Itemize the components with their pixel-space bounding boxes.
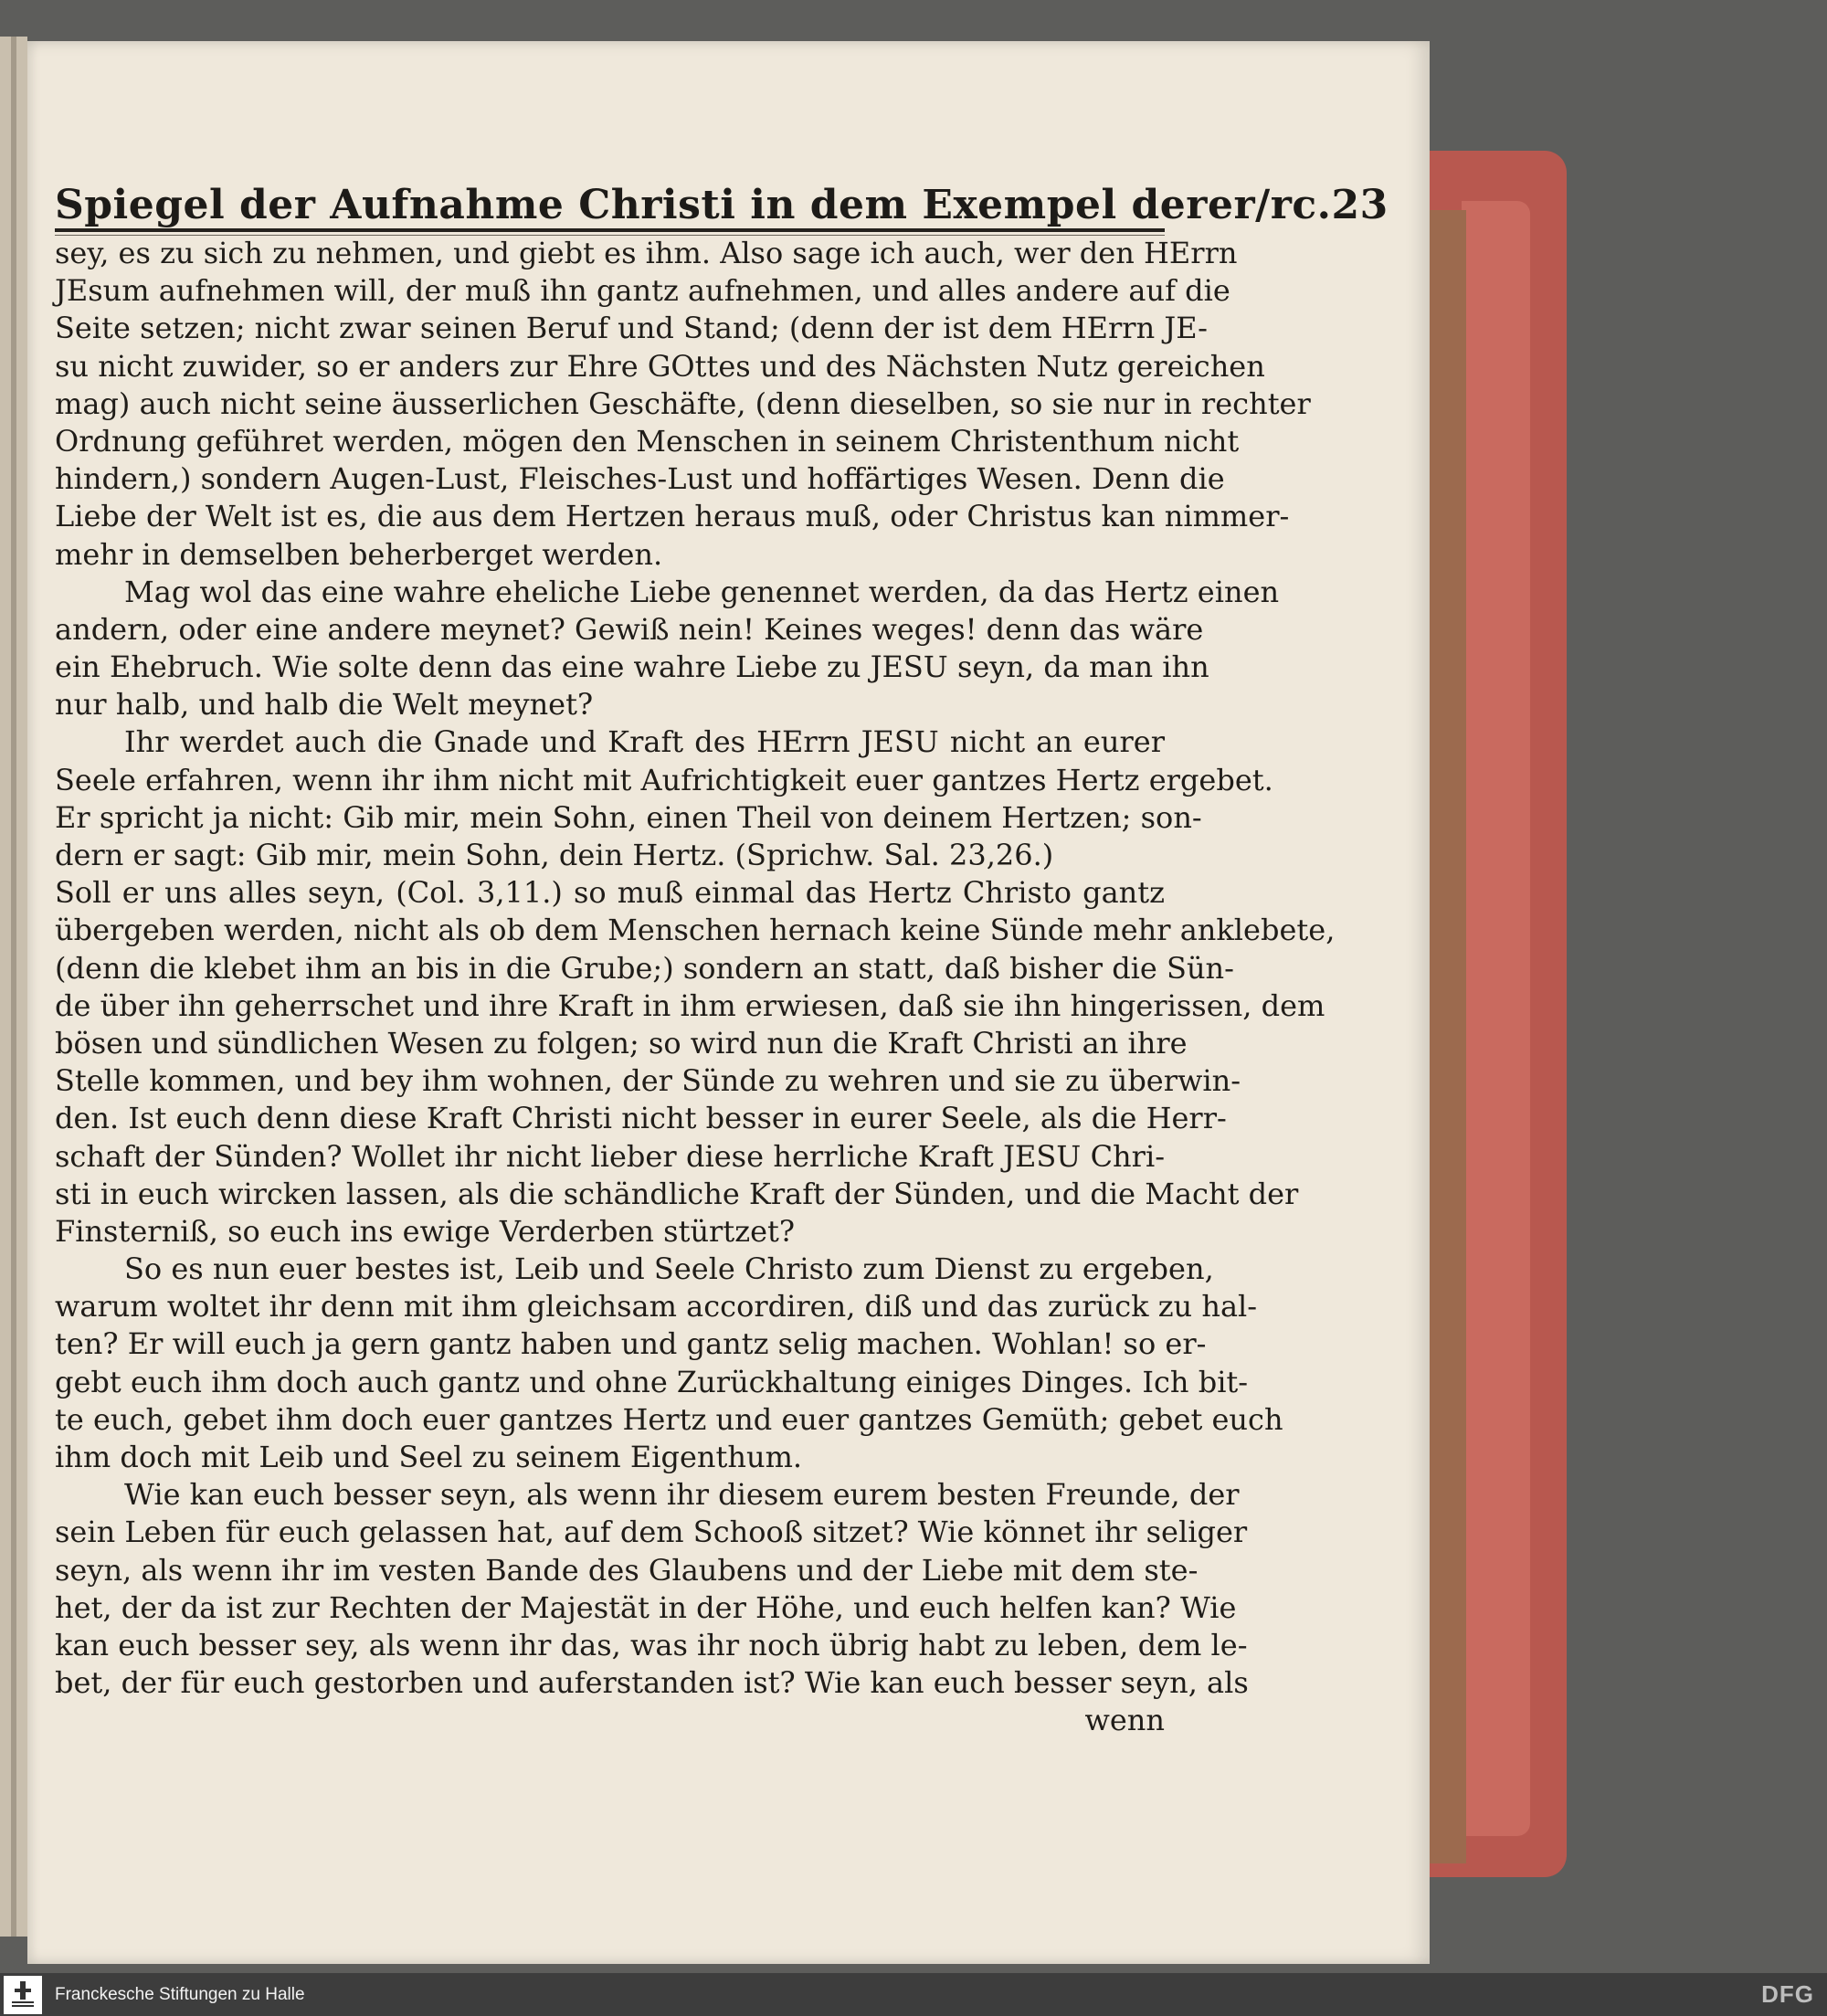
- text-line: Finsterniß, so euch ins ewige Verderben stürtzet?: [55, 1213, 796, 1249]
- text-line: nur halb, und halb die Welt meynet?: [55, 687, 594, 723]
- text-line: Wie kan euch besser seyn, als wenn ihr diesem eurem besten Freunde, der: [124, 1477, 1240, 1513]
- text-line: mag) auch nicht seine äusserlichen Geschäfte, (denn dieselben, so sie nur in rechter: [55, 385, 1311, 421]
- header-rule: [55, 228, 1165, 232]
- text-line: wenn: [1084, 1703, 1165, 1738]
- text-line: andern, oder eine andere meynet? Gewiß nein! Keines weges! denn das wäre: [55, 611, 1204, 647]
- text-line: ein Ehebruch. Wie solte denn das eine wahre Liebe zu JESU seyn, da man ihn: [55, 649, 1209, 685]
- text-line: übergeben werden, nicht als ob dem Menschen hernach keine Sünde mehr anklebete,: [55, 913, 1336, 948]
- text-line: hindern,) sondern Augen-Lust, Fleisches-Lust und hoffärtiges Wesen. Denn die: [55, 461, 1225, 497]
- text-line: mehr in demselben beherberget werden.: [55, 536, 663, 572]
- text-line: sti in euch wircken lassen, als die schändliche Kraft der Sünden, und die Macht der: [55, 1176, 1299, 1211]
- text-line: het, der da ist zur Rechten der Majestät in der Höhe, und euch helfen kan? Wie: [55, 1589, 1237, 1625]
- text-line: Er spricht ja nicht: Gib mir, mein Sohn, einen Theil von deinem Hertzen; son-: [55, 799, 1202, 835]
- text-line: den. Ist euch denn diese Kraft Christi nicht besser in eurer Seele, als die Herr-: [55, 1101, 1227, 1136]
- text-line: ten? Er will euch ja gern gantz haben und gantz selig machen. Wohlan! so er-: [55, 1326, 1207, 1362]
- text-line: Ordnung geführet werden, mögen den Menschen in seinem Christenthum nicht: [55, 423, 1240, 459]
- text-line: Soll er uns alles seyn, (Col. 3,11.) so muß einmal das Hertz Christo gantz: [55, 875, 1165, 911]
- institution-name: Franckesche Stiftungen zu Halle: [55, 1984, 305, 2004]
- text-line: ihm doch mit Leib und Seel zu seinem Eigenthum.: [55, 1440, 803, 1474]
- page-number: 23: [1331, 182, 1389, 228]
- text-line: seyn, als wenn ihr im vesten Bande des Glaubens und der Liebe mit dem ste-: [55, 1552, 1199, 1588]
- text-line: warum woltet ihr denn mit ihm gleichsam accordiren, diß und das zurück zu hal-: [55, 1289, 1258, 1325]
- text-line: So es nun euer bestes ist, Leib und Seele Christo zum Dienst zu ergeben,: [124, 1251, 1214, 1287]
- text-line: de über ihn geherrschet und ihre Kraft in ihm erwiesen, daß sie ihn hingerissen, dem: [55, 987, 1325, 1023]
- text-line: gebt euch ihm doch auch gantz und ohne Zurückhaltung einiges Dinges. Ich bit-: [55, 1364, 1249, 1399]
- text-line: Ihr werdet auch die Gnade und Kraft des HErrn JESU nicht an eurer: [124, 724, 1165, 760]
- text-line: (denn die klebet ihm an bis in die Grube;) sondern an statt, daß bisher die Sün-: [55, 950, 1234, 986]
- text-line: Liebe der Welt ist es, die aus dem Hertzen heraus muß, oder Christus kan nimmer-: [55, 499, 1290, 534]
- adjacent-page-edge: [0, 37, 27, 1937]
- text-line: schaft der Sünden? Wollet ihr nicht lieber diese herrliche Kraft JESU Chri-: [55, 1138, 1165, 1174]
- text-line: bet, der für euch gestorben und auferstanden ist? Wie kan euch besser seyn, als: [55, 1665, 1249, 1701]
- text-line: Mag wol das eine wahre eheliche Liebe genennet werden, da das Hertz einen: [124, 574, 1280, 609]
- running-header: [55, 155, 1389, 228]
- institution-logo: [4, 1976, 42, 2014]
- text-line: kan euch besser sey, als wenn ihr das, was ihr noch übrig habt zu leben, dem le-: [55, 1627, 1248, 1662]
- text-line: Seite setzen; nicht zwar seinen Beruf und Stand; (denn der ist dem HErrn JE-: [55, 311, 1208, 346]
- text-line: sey, es zu sich zu nehmen, und giebt es ihm. Also sage ich auch, wer den HErrn: [55, 236, 1238, 270]
- viewer-footer-bar: [0, 1973, 1827, 2016]
- dfg-logo: DFG: [1761, 1980, 1814, 2008]
- text-line: sein Leben für euch gelassen hat, auf dem Schooß sitzet? Wie könnet ihr seliger: [55, 1515, 1248, 1550]
- book-cover-edge-inner: [1462, 201, 1530, 1836]
- text-line: te euch, gebet ihm doch euer gantzes Hertz und euer gantzes Gemüth; gebet euch: [55, 1401, 1283, 1437]
- running-header-title: Spiegel der Aufnahme Christi in dem Exempel derer/rc.: [55, 182, 1332, 228]
- text-line: dern er sagt: Gib mir, mein Sohn, dein Hertz. (Sprichw. Sal. 23,26.): [55, 838, 1054, 872]
- text-line: JEsum aufnehmen will, der muß ihn gantz aufnehmen, und alles andere auf die: [55, 273, 1230, 309]
- text-line: Stelle kommen, und bey ihm wohnen, der Sünde zu wehren und sie zu überwin-: [55, 1063, 1241, 1099]
- body-text: [55, 235, 1336, 1740]
- text-line: su nicht zuwider, so er anders zur Ehre GOttes und des Nächsten Nutz gereichen: [55, 348, 1265, 384]
- text-line: Seele erfahren, wenn ihr ihm nicht mit Aufrichtigkeit euer gantzes Hertz ergebet.: [55, 762, 1273, 797]
- text-line: bösen und sündlichen Wesen zu folgen; so wird nun die Kraft Christi an ihre: [55, 1025, 1188, 1061]
